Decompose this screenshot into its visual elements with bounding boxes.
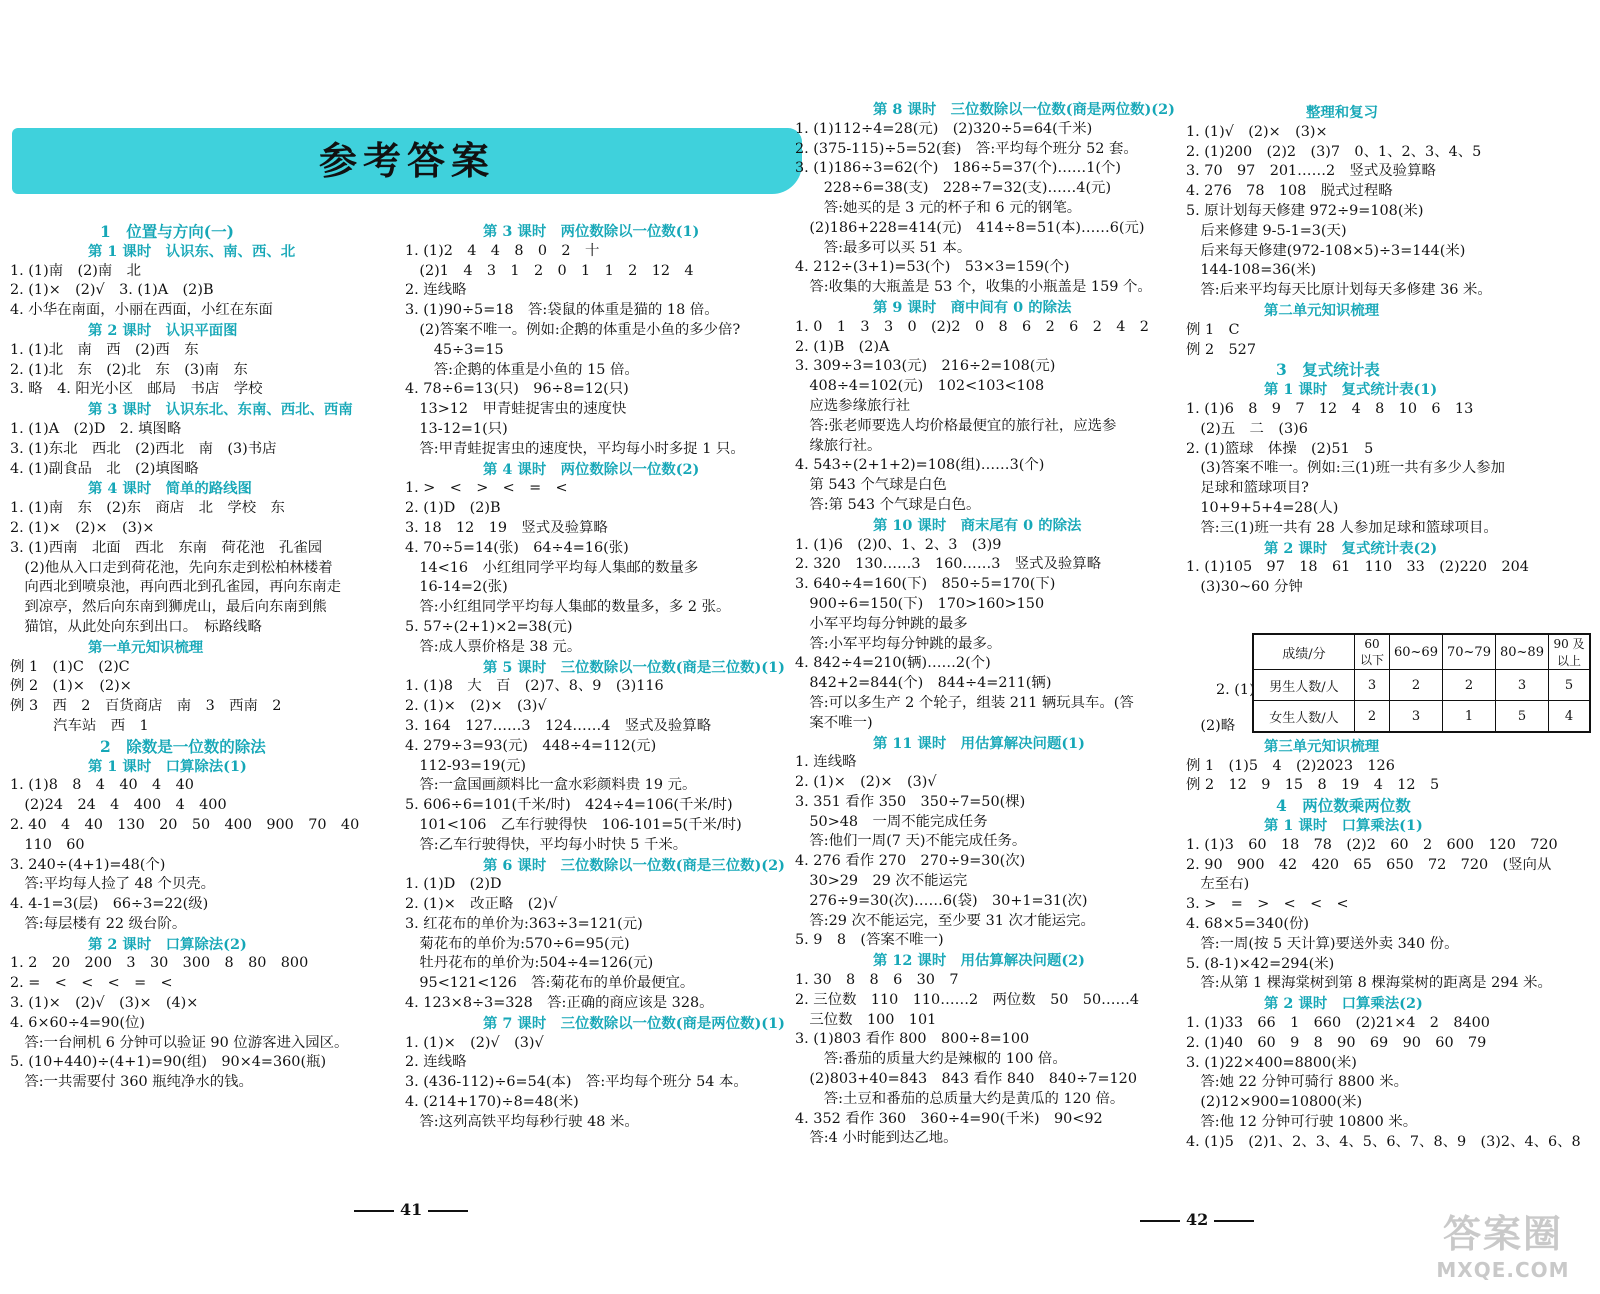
- answer-line: 答:番茄的质量大约是辣椒的 100 倍。: [795, 1051, 1067, 1068]
- answer-line: 答:第 543 个气球是白色。: [795, 496, 981, 513]
- answer-line: 答:一盒国画颜料比一盒水彩颜料贵 19 元。: [405, 777, 697, 794]
- table-cell: 1: [1443, 701, 1496, 733]
- answer-line: 2. 连线略: [405, 1054, 467, 1071]
- answer-line: 30>29 29 次不能运完: [795, 873, 968, 890]
- answer-line: (2)答案不唯一。例如:企鹅的体重是小鱼的多少倍?: [405, 321, 741, 338]
- answer-line: (3)答案不唯一。例如:三(1)班一共有多少人参加: [1186, 460, 1506, 477]
- watermark: [1428, 1203, 1578, 1282]
- answer-line: 答:收集的大瓶盖是 53 个，收集的小瓶盖是 159 个。: [795, 279, 1152, 296]
- answer-line: 答:平均每人捡了 48 个贝壳。: [10, 876, 215, 893]
- table-header-cell: 90 及以上: [1549, 634, 1591, 670]
- answer-line: 例 3 西 2 百货商店 南 3 西南 2: [10, 698, 282, 715]
- answer-line: 答:一共需要付 360 瓶纯净水的钱。: [10, 1074, 253, 1091]
- table-cell: 2: [1443, 670, 1496, 701]
- answer-line: 答:4 小时能到达乙地。: [795, 1130, 958, 1147]
- answer-line: (2)五 二 (3)6: [1186, 420, 1308, 437]
- answer-line: 4. 276 78 108 脱式过程略: [1186, 183, 1393, 200]
- lesson-heading: 第 9 课时 商中间有 0 的除法: [873, 298, 1072, 316]
- answer-line: 1. (1)A (2)D 2. 填图略: [10, 420, 182, 437]
- answer-line: (2)他从入口走到荷花池，先向东走到松柏林楼着: [10, 559, 333, 576]
- answer-line: 答:一周(按 5 天计算)要送外卖 340 份。: [1186, 935, 1459, 952]
- table-header-cell: 60 以下: [1355, 634, 1390, 670]
- answer-line: 144-108=36(米): [1186, 262, 1317, 279]
- answer-line: 答:最多可以买 51 本。: [795, 239, 972, 256]
- answer-line: 1. 连线略: [795, 754, 857, 771]
- answer-line: 答:张老师要选人均价格最便宜的旅行社，应选参: [795, 417, 1117, 434]
- answer-line: 1. (1)6 (2)0、1、2、3 (3)9: [795, 536, 1002, 553]
- lesson-heading: 第 2 课时 口算乘法(2): [1264, 995, 1423, 1013]
- answer-column-2: [405, 222, 800, 1133]
- answer-line: 2. (1)× (2)× (3)√: [795, 774, 937, 791]
- answer-line: 答:可以多生产 2 个轮子，组装 211 辆玩具车。(答: [795, 694, 1134, 711]
- lesson-heading: 第 5 课时 三位数除以一位数(商是三位数)(1): [483, 658, 785, 676]
- answer-line: 应选参缘旅行社: [795, 397, 911, 414]
- answer-line: 2. (1)D (2)B: [405, 500, 501, 517]
- answer-line: 1. (1)√ (2)× (3)×: [1186, 123, 1328, 140]
- lesson-heading: 第 1 课时 复式统计表(1): [1264, 381, 1438, 399]
- answer-line: 4. 212÷(3+1)=53(个) 53×3=159(个): [795, 259, 1070, 276]
- answer-line: 228÷6=38(支) 228÷7=32(支)……4(元): [795, 180, 1112, 197]
- table-header-cell: 60~69: [1390, 634, 1443, 670]
- lesson-heading: 第 7 课时 三位数除以一位数(商是两位数)(1): [483, 1014, 785, 1032]
- answer-line: 菊花布的单价为:570÷6=95(元): [405, 935, 630, 952]
- answer-line: 4. 6×60÷4=90(位): [10, 1014, 146, 1031]
- answer-line: 95<121<126 答:菊花布的单价最便宜。: [405, 975, 695, 992]
- answer-line: 例 1 (1)C (2)C: [10, 658, 130, 675]
- answer-line: 3. 640÷4=160(下) 850÷5=170(下): [795, 576, 1056, 593]
- answer-line: 2. (1)× (2)× (3)×: [10, 519, 155, 536]
- answer-line: 112-93=19(元): [405, 757, 527, 774]
- lesson-heading: 第 6 课时 三位数除以一位数(商是三位数)(2): [483, 856, 785, 874]
- answer-line: 50>48 一周不能完成任务: [795, 813, 988, 830]
- table-row: [1253, 670, 1590, 701]
- answer-line: 2. (1)40 60 9 8 90 69 90 60 79: [1186, 1034, 1487, 1051]
- unit-heading: 3 复式统计表: [1276, 360, 1380, 380]
- answer-line: (2)24 24 4 400 4 400: [10, 797, 227, 814]
- answer-line: 答:他们一周(7 天)不能完成任务。: [795, 833, 1027, 850]
- answer-line: 答:乙车行驶得快，平均每小时快 5 千米。: [405, 836, 688, 853]
- answer-line: 4. 4-1=3(层) 66÷3=22(级): [10, 896, 209, 913]
- answer-line: 2. (1)B (2)A: [795, 338, 890, 355]
- table-header-cell: 成绩/分: [1253, 634, 1355, 670]
- answer-line: 4. 276 看作 270 270÷9=30(次): [795, 853, 1026, 870]
- answer-line: 1. 2 20 200 3 30 300 8 80 800: [10, 955, 309, 972]
- answer-line: 后来修建 9-5-1=3(天): [1186, 222, 1347, 239]
- answer-line: 2. (1)篮球 体操 (2)51 5: [1186, 440, 1374, 457]
- answer-line: (3)30~60 分钟: [1186, 579, 1303, 596]
- answer-line: 13>12 甲青蛙捉害虫的速度快: [405, 401, 627, 418]
- answer-line: 答:甲青蛙捉害虫的速度快，平均每小时多捉 1 只。: [405, 440, 745, 457]
- answer-line: 1. (1)2 4 4 8 0 2 十: [405, 242, 600, 259]
- answer-line: 答:小军平均每分钟跳的最多。: [795, 635, 1002, 652]
- answer-line: 答:三(1)班一共有 28 人参加足球和篮球项目。: [1186, 519, 1498, 536]
- answer-line: 3. (1)西南 北面 西北 东南 荷花池 孔雀园: [10, 539, 323, 556]
- answer-line: 1. 0 1 3 3 0 (2)2 0 8 6 2 6 2 4 2: [795, 318, 1149, 335]
- answer-column-1: [10, 222, 395, 1093]
- answer-line: 例 2 12 9 15 8 19 4 12 5: [1186, 777, 1440, 794]
- answer-line: 汽车站 西 1: [10, 717, 149, 734]
- answer-line: 2. 连线略: [405, 282, 467, 299]
- answer-line: 1. > < > < = <: [405, 480, 568, 497]
- answer-line: 例 2 (1)× (2)×: [10, 678, 132, 695]
- answer-line: 左至右): [1186, 876, 1250, 893]
- watermark-url: MXQE.COM: [1436, 1258, 1570, 1282]
- answer-line: 4. 小华在南面，小丽在西面，小红在东面: [10, 302, 273, 319]
- answer-line: (2)1 4 3 1 2 0 1 1 2 12 4: [405, 262, 694, 279]
- title-banner: [12, 128, 802, 194]
- answer-line: 14<16 小红组同学平均每人集邮的数量多: [405, 559, 699, 576]
- answer-line: 1. (1)105 97 18 61 110 33 (2)220 204: [1186, 559, 1529, 576]
- answer-column-3: [795, 100, 1190, 1149]
- answer-line: 5. 57÷(2+1)×2=38(元): [405, 618, 573, 635]
- answer-line: 3. (436-112)÷6=54(本) 答:平均每个班分 54 本。: [405, 1074, 748, 1091]
- answer-line: 答:她 22 分钟可骑行 8800 米。: [1186, 1074, 1408, 1091]
- answer-line: 408÷4=102(元) 102<103<108: [795, 378, 1045, 395]
- answer-line: 4. 279÷3=93(元) 448÷4=112(元): [405, 737, 657, 754]
- answer-line: 1. (1)D (2)D: [405, 876, 502, 893]
- answer-line: 5. 原计划每天修建 972÷9=108(米): [1186, 202, 1424, 219]
- answer-line: 到凉亭，然后向东南到狮虎山，最后向东南到熊: [10, 599, 327, 616]
- table-cell: 3: [1496, 670, 1549, 701]
- answer-line: 4. (1)5 (2)1、2、3、4、5、6、7、8、9 (3)2、4、6、8: [1186, 1133, 1581, 1150]
- answer-line: 例 1 C: [1186, 321, 1240, 338]
- lesson-heading: 第 1 课时 口算乘法(1): [1264, 816, 1423, 834]
- answer-line: (2)12×900=10800(米): [1186, 1094, 1363, 1111]
- answer-line: 答:29 次不能运完，至少要 31 次才能运完。: [795, 912, 1095, 929]
- answer-line: 小军平均每分钟跳的最多: [795, 615, 968, 632]
- answer-line: 2. 三位数 110 110……2 两位数 50 50……4: [795, 991, 1140, 1008]
- table-cell: 2: [1390, 670, 1443, 701]
- answer-line: 1. (1)3 60 18 78 (2)2 60 2 600 120 720: [1186, 836, 1558, 853]
- answer-line: 10+9+5+4=28(人): [1186, 499, 1339, 516]
- answer-line: 2. 90 900 42 420 65 650 72 720 (竖向从: [1186, 856, 1552, 873]
- answer-line: 45÷3=15: [405, 341, 504, 358]
- answer-line: 2. (1)× 改正略 (2)√: [405, 896, 558, 913]
- answer-line: 答:这列高铁平均每秒行驶 48 米。: [405, 1113, 639, 1130]
- lesson-heading: 第 3 课时 两位数除以一位数(1): [483, 223, 700, 240]
- answer-line: 1. (1)8 大 百 (2)7、8、9 (3)116: [405, 678, 664, 695]
- table-cell: 5: [1496, 701, 1549, 733]
- answer-line: 足球和篮球项目?: [1186, 480, 1309, 497]
- answer-line: 3. (1)90÷5=18 答:袋鼠的体重是猫的 18 倍。: [405, 302, 719, 319]
- answer-line: 1. (1)南 (2)南 北: [10, 262, 142, 279]
- answer-column-4-bottom: [1186, 717, 1586, 1153]
- answer-line: 答:一台闸机 6 分钟可以验证 90 位游客进入园区。: [10, 1034, 349, 1051]
- lesson-heading: 第 12 课时 用估算解决问题(2): [873, 952, 1085, 970]
- answer-line: 1. 30 8 8 6 30 7: [795, 972, 959, 989]
- answer-line: 缘旅行社。: [795, 437, 882, 454]
- answer-line: 2. (1)× (2)√ 3. (1)A (2)B: [10, 282, 214, 299]
- answer-line: 3. 18 12 19 竖式及验算略: [405, 519, 608, 536]
- table-cell: 5: [1549, 670, 1591, 701]
- table-cell: 3: [1355, 670, 1390, 701]
- answer-line: (2)186+228=414(元) 414÷8=51(本)……6(元): [795, 219, 1145, 236]
- answer-line: 3. 70 97 201……2 竖式及验算略: [1186, 163, 1436, 180]
- lesson-heading: 第 11 课时 用估算解决问题(1): [873, 734, 1085, 752]
- answer-line: 答:后来平均每天比原计划每天多修建 36 米。: [1186, 282, 1492, 299]
- lesson-heading: 第 3 课时 认识东北、东南、西北、西南: [88, 401, 353, 419]
- answer-line: 2. (1)200 (2)2 (3)7 0、1、2、3、4、5: [1186, 143, 1482, 160]
- answer-line: 3. 164 127……3 124……4 竖式及验算略: [405, 717, 712, 734]
- answer-line: 5. 9 8 (答案不唯一): [795, 932, 944, 949]
- answer-line: 2. 40 4 40 130 20 50 400 900 70 40: [10, 816, 360, 833]
- answer-line: 101<106 乙车行驶得快 106-101=5(千米/时): [405, 816, 742, 833]
- answer-line: 16-14=2(张): [405, 579, 508, 596]
- answer-line: 答:从第 1 棵海棠树到第 8 棵海棠树的距离是 294 米。: [1186, 975, 1552, 992]
- answer-line: 答:每层楼有 22 级台阶。: [10, 915, 187, 932]
- unit-heading: 1 位置与方向(一): [100, 222, 234, 241]
- unit-heading: 4 两位数乘两位数: [1276, 796, 1411, 816]
- answer-line: 1. (1)× (2)√ (3)√: [405, 1034, 544, 1051]
- answer-line: 3. (1)22×400=8800(米): [1186, 1054, 1357, 1071]
- answer-column-4-top: [1186, 103, 1586, 598]
- answer-line: 4. 842÷4=210(辆)……2(个): [795, 655, 991, 672]
- lesson-heading: 第 2 课时 复式统计表(2): [1264, 539, 1438, 557]
- answer-line: 答:土豆和番茄的总质量大约是黄瓜的 120 倍。: [795, 1090, 1125, 1107]
- answer-line: 13-12=1(只): [405, 420, 508, 437]
- answer-line: 答:企鹅的体重是小鱼的 15 倍。: [405, 361, 639, 378]
- answer-line: 3. 240÷(4+1)=48(个): [10, 856, 166, 873]
- answer-line: 答:他 12 分钟可行驶 10800 米。: [1186, 1113, 1418, 1130]
- answer-line: 2. (1)北 东 (2)北 东 (3)南 东: [10, 361, 248, 378]
- answer-line: 1. (1)8 8 4 40 4 40: [10, 777, 194, 794]
- page-number-left: 41: [348, 1200, 474, 1219]
- answer-line: 1. (1)6 8 9 7 12 4 8 10 6 13: [1186, 400, 1474, 417]
- answer-line: 3. 351 看作 350 350÷7=50(棵): [795, 793, 1026, 810]
- page-title: 参考答案: [318, 139, 495, 183]
- table-cell: 男生人数/人: [1253, 670, 1355, 701]
- answer-line: 3. (1)东北 西北 (2)西北 南 (3)书店: [10, 440, 277, 457]
- answer-line: 4. 543÷(2+1+2)=108(组)……3(个): [795, 457, 1045, 474]
- lesson-heading: 第 2 课时 认识平面图: [88, 321, 238, 339]
- answer-line: 110 60: [10, 836, 85, 853]
- answer-line: 牡丹花布的单价为:504÷4=126(元): [405, 955, 654, 972]
- answer-line: 案不唯一): [795, 714, 873, 731]
- lesson-heading: 整理和复习: [1306, 104, 1378, 121]
- answer-line: 2. = < < < = <: [10, 975, 173, 992]
- answer-line: 例 2 527: [1186, 341, 1256, 358]
- table-header-cell: 80~89: [1496, 634, 1549, 670]
- lesson-heading: 第 4 课时 两位数除以一位数(2): [483, 460, 700, 478]
- answer-line: 3. (1)186÷3=62(个) 186÷5=37(个)……1(个): [795, 160, 1121, 177]
- answer-line: 3. 红花布的单价为:363÷3=121(元): [405, 915, 643, 932]
- answer-line: 1. (1)112÷4=28(元) (2)320÷5=64(千米): [795, 120, 1093, 137]
- answer-line: 4. 78÷6=13(只) 96÷8=12(只): [405, 381, 629, 398]
- answer-line: 第 543 个气球是白色: [795, 477, 947, 494]
- table-header-cell: 70~79: [1443, 634, 1496, 670]
- answer-line: 3. > = > < < <: [1186, 896, 1349, 913]
- answer-line: 1. (1)北 南 西 (2)西 东: [10, 341, 199, 358]
- answer-line: 2. (375-115)÷5=52(套) 答:平均每个班分 52 套。: [795, 140, 1138, 157]
- table-cell: 2: [1355, 701, 1390, 733]
- lesson-heading: 第 1 课时 口算除法(1): [88, 757, 247, 775]
- answer-line: 276÷9=30(次)……6(袋) 30+1=31(次): [795, 892, 1088, 909]
- answer-line: 4. 352 看作 360 360÷4=90(千米) 90<92: [795, 1110, 1103, 1127]
- answer-line: 向西北到喷泉池，再向西北到孔雀园，再向东南走: [10, 579, 341, 596]
- answer-line: 3. 略 4. 阳光小区 邮局 书店 学校: [10, 381, 263, 398]
- lesson-heading: 第 1 课时 认识东、南、西、北: [88, 242, 296, 260]
- lesson-heading: 第三单元知识梳理: [1264, 737, 1380, 755]
- answer-line: 答:成人票价格是 38 元。: [405, 638, 582, 655]
- answer-line: 4. (1)副食品 北 (2)填图略: [10, 460, 199, 477]
- answer-line: 842+2=844(个) 844÷4=211(辆): [795, 675, 1052, 692]
- answer-line: 4. 68×5=340(份): [1186, 915, 1309, 932]
- lesson-heading: 第 8 课时 三位数除以一位数(商是两位数)(2): [873, 101, 1175, 118]
- answer-line: 4. 123×8÷3=328 答:正确的商应该是 328。: [405, 995, 714, 1012]
- answer-line: 猫馆，从此处向东到出口。 标路线略: [10, 618, 262, 635]
- answer-line: 后来每天修建(972-108×5)÷3=144(米): [1186, 242, 1466, 259]
- answer-line: 1. (1)南 东 (2)东 商店 北 学校 东: [10, 500, 285, 517]
- table-cell: 3: [1390, 701, 1443, 733]
- answer-line: 答:她买的是 3 元的杯子和 6 元的钢笔。: [795, 199, 1082, 216]
- table-cell: 4: [1549, 701, 1591, 733]
- answer-line: 900÷6=150(下) 170>160>150: [795, 595, 1045, 612]
- answer-line: 三位数 100 101: [795, 1011, 937, 1028]
- unit-heading: 2 除数是一位数的除法: [100, 736, 266, 756]
- watermark-logo: 答案圈: [1442, 1212, 1563, 1256]
- answer-line: 3. (1)803 看作 800 800÷8=100: [795, 1031, 1030, 1048]
- answer-line: 4. (214+170)÷8=48(米): [405, 1094, 579, 1111]
- lesson-heading: 第 10 课时 商末尾有 0 的除法: [873, 516, 1082, 534]
- table-cell: 女生人数/人: [1253, 701, 1355, 733]
- answer-line: 3. (1)× (2)√ (3)× (4)×: [10, 995, 199, 1012]
- lesson-heading: 第一单元知识梳理: [88, 638, 204, 656]
- answer-line: 2. 320 130……3 160……3 竖式及验算略: [795, 556, 1102, 573]
- answer-line: 例 1 (1)5 4 (2)2023 126: [1186, 757, 1395, 774]
- answer-line: 5. (8-1)×42=294(米): [1186, 955, 1335, 972]
- lesson-heading: 第 4 课时 简单的路线图: [88, 480, 252, 498]
- table-label: 2. (1): [1216, 682, 1255, 698]
- answer-line: 5. 606÷6=101(千米/时) 424÷4=106(千米/时): [405, 797, 733, 814]
- lesson-heading: 第 2 课时 口算除法(2): [88, 935, 247, 953]
- answer-line: (2)略: [1186, 718, 1236, 734]
- answer-line: (2)803+40=843 843 看作 840 840÷7=120: [795, 1071, 1137, 1088]
- answer-line: 4. 70÷5=14(张) 64÷4=16(张): [405, 539, 629, 556]
- page-number-right: 42: [1134, 1210, 1260, 1229]
- answer-line: 答:小红组同学平均每人集邮的数量多，多 2 张。: [405, 599, 731, 616]
- answer-line: 5. (10+440)÷(4+1)=90(组) 90×4=360(瓶): [10, 1054, 327, 1071]
- lesson-heading: 第二单元知识梳理: [1264, 301, 1380, 319]
- answer-line: 2. (1)× (2)× (3)√: [405, 698, 547, 715]
- answer-line: 1. (1)33 66 1 660 (2)21×4 2 8400: [1186, 1014, 1490, 1031]
- answer-line: 3. 309÷3=103(元) 216÷2=108(元): [795, 358, 1056, 375]
